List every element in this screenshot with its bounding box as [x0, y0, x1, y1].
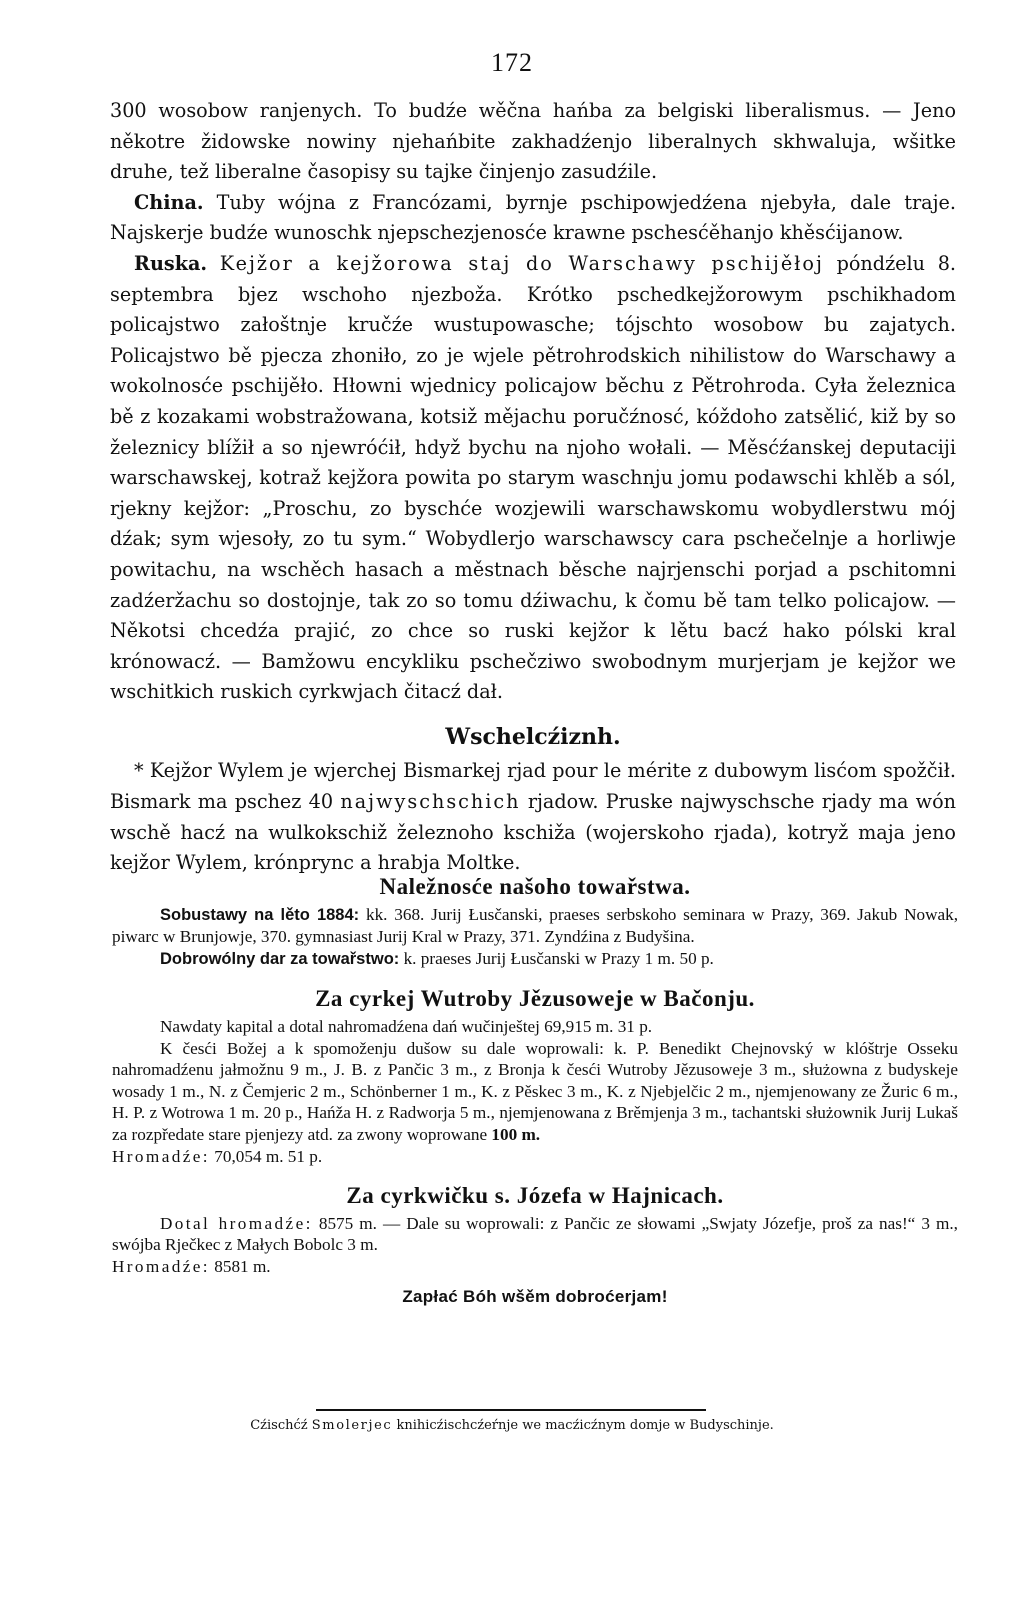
- miscellany-paragraph: [110, 756, 956, 878]
- section-title-bacon-church: Za cyrkej Wutroby Jězusoweje w Bačonju.: [315, 986, 755, 1012]
- miscellany-text-a: * Kejžor Wylem je wjerchej Bismarkej rjad pour le mérite z dubowym lisćom spožčił. Bismark ma pschez 40: [110, 759, 956, 814]
- china-label: China.: [134, 190, 204, 214]
- news-column: [110, 96, 956, 879]
- society-members-paragraph: [112, 904, 958, 948]
- russia-spaced-text: Kejžor a kejžorowa staj do Warschawy pschijěłoj: [219, 251, 824, 275]
- hajnicy-dotal-label: Dotal hromadźe:: [160, 1213, 313, 1233]
- printer-a: Cźischćź: [250, 1418, 308, 1433]
- bacon-bells-amount: 100 m.: [491, 1124, 541, 1144]
- hajnicy-total: [112, 1256, 958, 1278]
- bacon-donors-text: K česći Božej a k spomoženju dušow su dale woprowali: k. P. Benedikt Chejnovský w klóštrje Osseku nahromadźenu jałmožnu 9 m., J. B. z Pančic 3 m., z Bronja k česći Wutroby Jězusoweje 3 m., służowna z budyskeje wosady 1 m., N. z Čemjeric 2 m., Schönberner 1 m., K. z Pěskec 3 m., K. z Njebjelčic 2 m., njemjenowany ze Žuric 6 m., H. P. z Wotrowa 1 m. 20 p., Hańža H. z Radworja 5 m., njemjenowana z Brěmjenja 3 m., tachantski służownik Jurij Lukaš za rozpředate stare pjenjezy atd. za zwony woprowane: [112, 1038, 958, 1144]
- bacon-total: [112, 1146, 958, 1168]
- bacon-total-value: 70,054 m. 51 p.: [214, 1146, 323, 1166]
- section-title-hajnicy-church: Za cyrkwičku s. Józefa w Hajnicach.: [346, 1183, 724, 1209]
- printer-b: knihicźischcźeŕnje we macźicźnym domje w Budyschinje.: [396, 1418, 774, 1433]
- thanks-line: Zapłać Bóh wšěm dobroćerjam!: [402, 1286, 668, 1306]
- printer-name: Smolerjec: [311, 1418, 393, 1433]
- hajnicy-total-value: 8581 m.: [214, 1256, 271, 1276]
- footer-rule: [316, 1409, 706, 1411]
- society-donation-paragraph: [112, 948, 958, 971]
- miscellany-spaced-text: najwyschschich: [340, 790, 521, 814]
- hajnicy-dotal-text: 8575 m. — Dale su woprowali: z Pančic ze słowami „Swjaty Józefje, proš za nas!“ 3 m., swójba Rječkec z Małych Bobolc 3 m.: [112, 1213, 958, 1255]
- members-text: kk. 368. Jurij Łusčanski, praeses serbskoho seminara w Prazy, 369. Jakub Nowak, piwarc w Brunjowje, 370. gymnasiast Jurij Kral w Prazy, 371. Zyndźina z Budyšina.: [112, 904, 959, 947]
- hajnicy-paragraph: [112, 1213, 958, 1256]
- china-text: Tuby wójna z Francózami, byrnje pschipowjedźena njebyła, dale traje. Najskerje budźe wunoschk njepschezjenosće krawne pschesćěhanjo khěsćijanow.: [110, 190, 956, 245]
- bacon-donors-paragraph: [112, 1038, 958, 1146]
- page-number: 172: [491, 48, 533, 77]
- bacon-total-label: Hromadźe:: [112, 1146, 210, 1166]
- donation-label: Dobrowólny dar za towařstwo:: [160, 949, 400, 968]
- bacon-capital-paragraph: Nawdaty kapital a dotal nahromadźena dań wučinještej 69,915 m. 31 p.: [160, 1016, 653, 1036]
- members-label: Sobustawy na lěto 1884:: [160, 905, 360, 924]
- miscellany-text-b: rjadow. Pruske najwyschsche rjady ma wón wschě hacź na wulkokschiž železnoho kschiža (wojerskoho rjada), kotryž maja jeno kejžor Wylem, krónprync a hrabja Moltke.: [110, 790, 956, 875]
- donation-text: k. praeses Jurij Łusčanski w Prazy 1 m. 50 p.: [403, 948, 714, 968]
- news-paragraph-russia: [110, 249, 956, 708]
- hajnicy-total-label: Hromadźe:: [112, 1256, 210, 1276]
- russia-text: póndźelu 8. septembra bjez wschoho njezboža. Krótko pschedkejžorowym pschikhadom policajstwo załoštnje kručźe wustupowasche; tójschto wosobow bu zajatych. Policajstwo bě pjecza zhoniło, zo je wjele pětrohrodskich nihilistow do Warschawy a wokolnosće pschijěło. Hłowni wjednicy policajow běchu z Pětrohroda. Cyła železnica bě z kozakami wobstražowana, kotsiž mějachu poručźnosć, kóždoho zatsělić, kiž by so železnicy blížił a so njewróćił, hdyž bychu na njoho wołali. — Měsćźanskej deputaciji warschawskej, kotraž kejžora powita po starym waschnju jomu podawschi khlěb a sól, rjekny kejžor: „Proschu, zo byschće wozjewili warschawskomu wobydlerstwu mój dźak; sym wjesoły, zo tu sym.“ Wobydlerjo warschawscy cara pschečelnje a horliwje powitachu, na wschěch hasach a městnach běsche najrjenschi porjad a pschitomni zadźeržachu so dostojnje, tak zo so tomu dźiwachu, k čomu bě tam telko policajow. — Někotsi chcedźa prajić, zo chce so ruski kejžor k lětu bacź hako pólski kral krónowacź. — Bamžowu encykliku pschečziwo swobodnym murjerjam je kejžor we wschitkich ruskich cyrkwjach čitacź dał.: [110, 251, 957, 704]
- printer-imprint: [0, 1418, 1024, 1433]
- news-paragraph-china: [110, 188, 956, 249]
- section-title-miscellany: Wschelcźiznh.: [445, 723, 621, 750]
- russia-label: Ruska.: [134, 251, 208, 275]
- notices-column: [112, 876, 958, 1307]
- news-paragraph-belgium: 300 wosobow ranjenych. To budźe wěčna hańba za belgiski liberalismus. — Jeno někotre židowske nowiny njehańbite zakhadźenjo liberalnych skhwaluja, wšitke druhe, tež liberalne časopisy su tajke činjenjo zasudźile.: [110, 99, 956, 184]
- section-title-society: Naležnosće našoho towařstwa.: [379, 874, 691, 899]
